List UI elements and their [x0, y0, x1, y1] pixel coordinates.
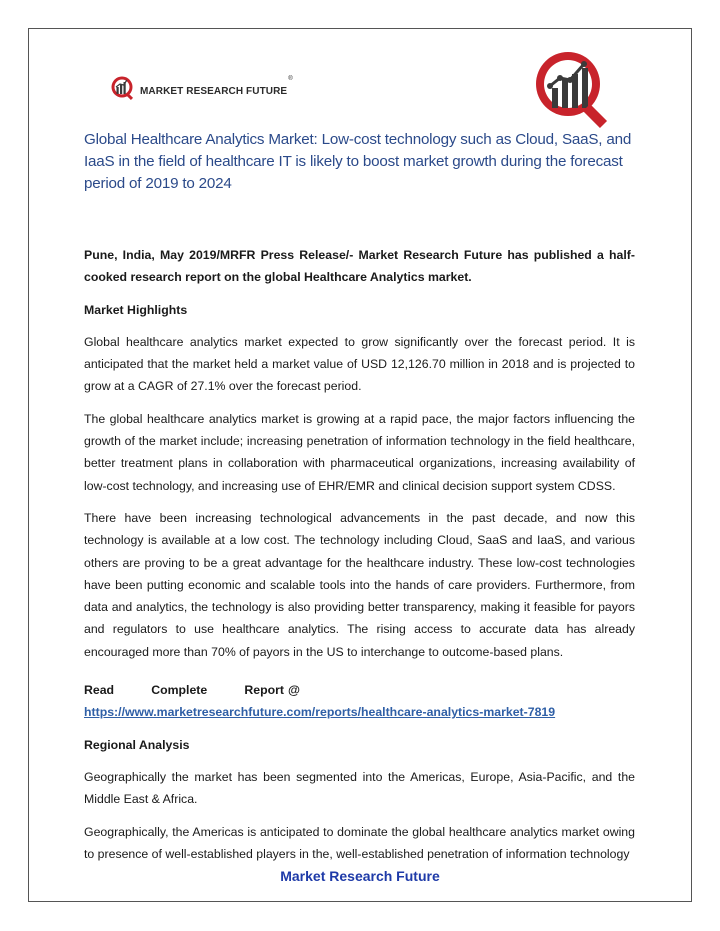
body-paragraph: There have been increasing technological advancements in the past decade, and now this technology is available at a low cost. The technology including Cloud, SaaS and IaaS, and various others are proving to be a great advantage for the healthcare industry. These low-cost technologies have been putting economic and scalable tools into the hands of care providers. Furthermore, from data and analytics, the technology is also providing better transparency, making it feasible for payors and regulators to use healthcare analytics. The rising access to accurate data has already encouraged more than 70% of payors in the US to interchange to outcome-based plans. — [84, 510, 635, 659]
regional-analysis-heading: Regional Analysis — [84, 737, 190, 752]
document-body — [84, 244, 635, 875]
read-word: Report — [244, 683, 284, 698]
read-word: Complete — [151, 683, 208, 698]
read-report-line — [84, 679, 635, 724]
document-title: Global Healthcare Analytics Market: Low-cost technology such as Cloud, SaaS, and IaaS in the field of healthcare IT is likely to boost market growth during the forecast period of 2019 to 2024 — [84, 131, 632, 192]
at-sign: @ — [288, 683, 300, 698]
brand-logo-text: MARKET RESEARCH FUTURE — [140, 85, 288, 97]
brand-logo — [110, 68, 293, 108]
market-highlights-heading: Market Highlights — [84, 302, 188, 317]
magnifier-chart-icon — [530, 46, 616, 132]
lead-paragraph: Pune, India, May 2019/MRFR Press Release/- Market Research Future has published a half-cooked research report on the global Healthcare Analytics market. — [84, 248, 635, 285]
read-report-label — [84, 679, 284, 701]
body-paragraph: Geographically the market has been segmented into the Americas, Europe, Asia-Pacific, and the Middle East & Africa. — [84, 769, 635, 807]
brand-emblem — [530, 46, 616, 137]
registered-mark: ® — [288, 76, 293, 82]
body-paragraph: The global healthcare analytics market is growing at a rapid pace, the major factors influencing the growth of the market include; increasing penetration of information technology in the field healthcare, better treatment plans in collaboration with pharmaceutical organizations, increasing availability of low-cost technology, and increasing use of EHR/EMR and clinical decision support system CDSS. — [84, 411, 635, 493]
read-word: Read — [84, 683, 115, 698]
brand-logo-icon — [110, 75, 136, 101]
report-link[interactable]: https://www.marketresearchfuture.com/reports/healthcare-analytics-market-7819 — [84, 705, 556, 720]
body-paragraph: Global healthcare analytics market expected to grow significantly over the forecast period. It is anticipated that the market held a market value of USD 12,126.70 million in 2018 and is projected to grow at a CAGR of 27.1% over the forecast period. — [84, 334, 635, 394]
body-paragraph: Geographically, the Americas is anticipated to dominate the global healthcare analytics market owing to presence of well-established players in the, well-established penetration of information technology — [84, 824, 635, 861]
footer-link[interactable]: Market Research Future — [280, 868, 440, 884]
